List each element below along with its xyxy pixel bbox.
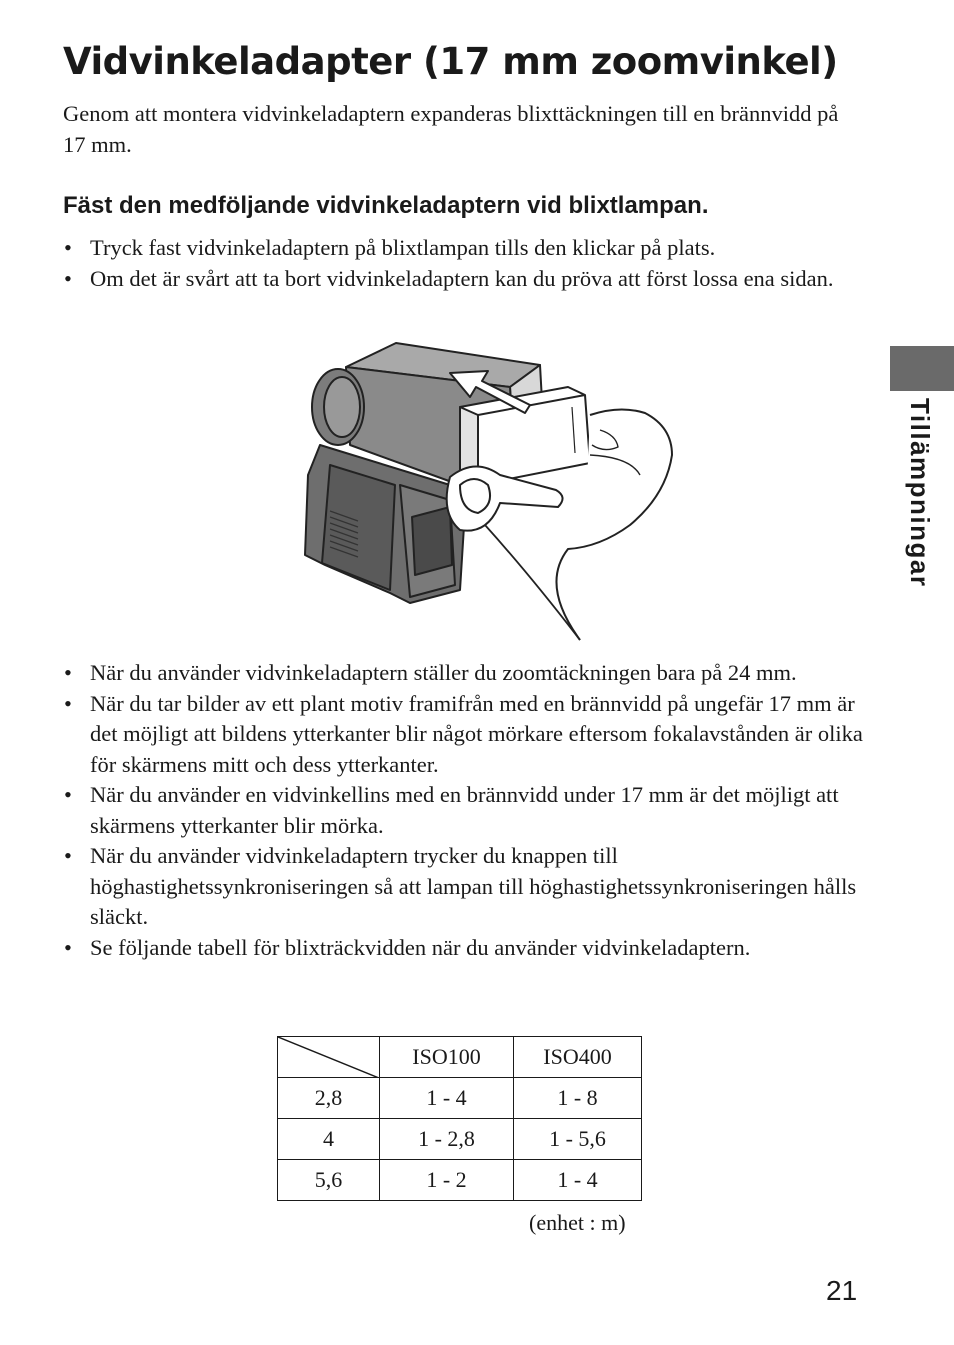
list-item-text: När du använder en vidvinkellins med en brännvidd under 17 mm är det möjligt att skärmens ytterkanter blir mörka. — [90, 782, 839, 838]
aperture-cell: 4 — [278, 1119, 380, 1160]
list-item-text: När du använder vidvinkeladaptern trycker du knappen till höghastighetssynkroniseringen så att lampan till höghastighetssynkroniseringen hålls släckt. — [90, 843, 857, 929]
unit-note: (enhet : m) — [529, 1210, 626, 1235]
table-row — [278, 1078, 642, 1119]
notes-list — [63, 658, 863, 963]
bullet-icon: • — [64, 843, 72, 868]
table-header-iso100: ISO100 — [380, 1037, 514, 1078]
table-row — [278, 1160, 642, 1201]
bullet-icon: • — [64, 690, 72, 716]
iso400-cell: 1 - 8 — [514, 1078, 642, 1119]
page-title: Vidvinkeladapter (17 mm zoomvinkel) — [63, 40, 838, 83]
list-item-text: Om det är svårt att ta bort vidvinkeladaptern kan du pröva att först lossa ena sidan. — [90, 265, 834, 291]
flash-range-table — [277, 1036, 642, 1201]
iso100-cell: 1 - 2 — [380, 1160, 514, 1201]
table-header-iso400: ISO400 — [514, 1037, 642, 1078]
intro-paragraph: Genom att montera vidvinkeladaptern expanderas blixttäckningen till en brännvidd på 17 mm. — [63, 101, 839, 157]
list-item — [63, 233, 863, 264]
list-item-text: Se följande tabell för blixträckvidden när du använder vidvinkeladaptern. — [90, 934, 751, 960]
bullet-icon: • — [64, 934, 72, 960]
section-tab-label: Tillämpningar — [905, 398, 935, 588]
section-tab-marker — [890, 346, 954, 391]
list-item — [63, 689, 863, 781]
list-item — [63, 841, 863, 933]
bullet-icon: • — [64, 660, 72, 685]
table-corner-cell — [278, 1037, 380, 1078]
instruction-list — [63, 233, 863, 294]
list-item-text: När du tar bilder av ett plant motiv framifrån med en brännvidd på ungefär 17 mm är det möjligt att bildens ytterkanter blir något mörkare eftersom fokalavstånden är olika för skärmens mitt och dess ytterkanter. — [90, 690, 863, 777]
list-item — [63, 264, 863, 295]
table-header-row — [278, 1037, 642, 1078]
aperture-cell: 2,8 — [278, 1078, 380, 1119]
aperture-cell: 5,6 — [278, 1160, 380, 1201]
iso100-cell: 1 - 4 — [380, 1078, 514, 1119]
list-item-text: När du använder vidvinkeladaptern ställer du zoomtäckningen bara på 24 mm. — [90, 660, 797, 685]
iso100-cell: 1 - 2,8 — [380, 1119, 514, 1160]
flash-adapter-illustration — [300, 335, 690, 645]
list-item — [63, 658, 863, 689]
list-item-text: Tryck fast vidvinkeladaptern på blixtlampan tills den klickar på plats. — [90, 235, 716, 260]
list-item — [63, 780, 863, 841]
section-subheading: Fäst den medföljande vidvinkeladaptern vid blixtlampan. — [63, 192, 709, 219]
bullet-icon: • — [64, 235, 72, 260]
bullet-icon: • — [64, 782, 72, 807]
diagonal-divider — [278, 1037, 379, 1078]
iso400-cell: 1 - 4 — [514, 1160, 642, 1201]
list-item — [63, 933, 863, 964]
iso400-cell: 1 - 5,6 — [514, 1119, 642, 1160]
page-number: 21 — [826, 1275, 858, 1306]
table-row — [278, 1119, 642, 1160]
bullet-icon: • — [64, 265, 72, 291]
